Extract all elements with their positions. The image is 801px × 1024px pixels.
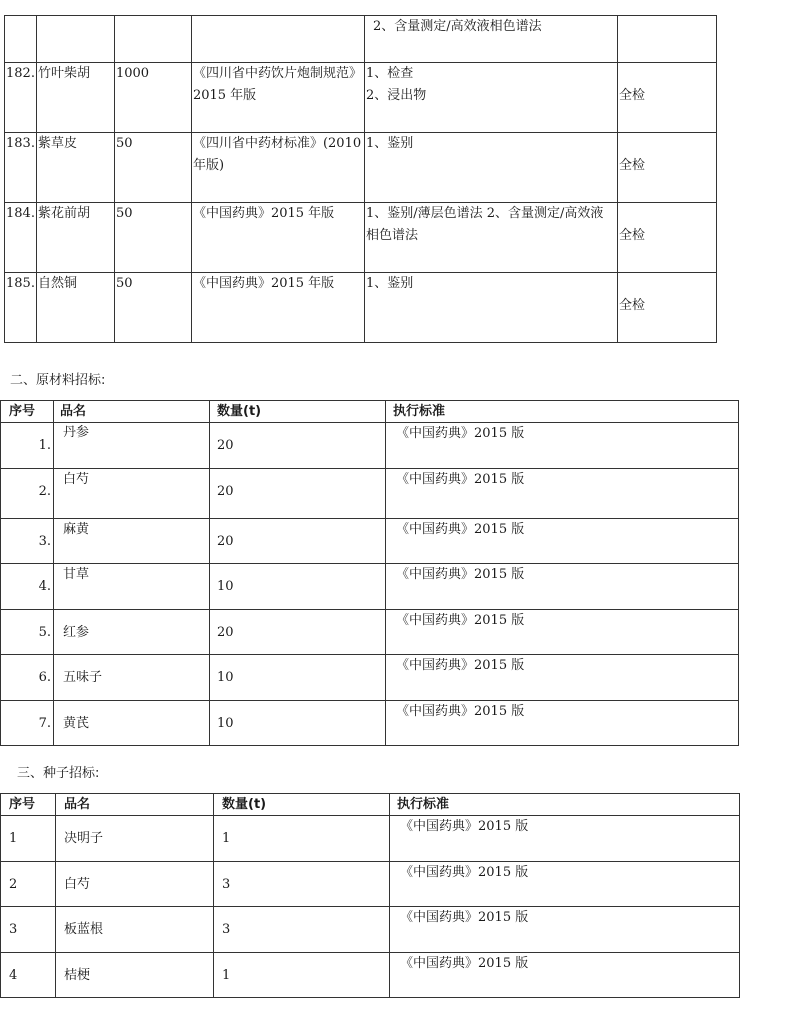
row-index: 1.	[1, 423, 54, 469]
header-index: 序号	[1, 401, 54, 423]
row-number: 182.	[5, 63, 37, 133]
item-quantity: 50	[114, 273, 191, 343]
item-name: 白芍	[56, 862, 214, 907]
item-name: 麻黄	[54, 519, 210, 564]
table-row	[1, 701, 739, 746]
item-remark: 全检	[617, 63, 716, 133]
item-standard: 《中国药典》2015 版	[390, 816, 740, 862]
table-row	[1, 423, 739, 469]
row-index: 2	[1, 862, 56, 907]
item-quantity: 10	[210, 655, 386, 701]
item-name: 紫草皮	[36, 133, 114, 203]
header-index: 序号	[1, 794, 56, 816]
item-standard: 《四川省中药材标准》(2010 年版)	[191, 133, 364, 203]
item-name: 桔梗	[56, 953, 214, 998]
row-index: 3.	[1, 519, 54, 564]
item-name: 板蓝根	[56, 907, 214, 953]
item-name: 紫花前胡	[36, 203, 114, 273]
table-header-row	[1, 401, 739, 423]
inspection-items: 1、鉴别	[364, 273, 617, 343]
row-index: 2.	[1, 469, 54, 519]
inspection-items: 1、鉴别	[364, 133, 617, 203]
item-name: 甘草	[54, 564, 210, 610]
item-name: 丹参	[54, 423, 210, 469]
table-row	[5, 203, 717, 273]
header-quantity: 数量(t)	[214, 794, 390, 816]
header-standard: 执行标准	[386, 401, 739, 423]
table-row	[1, 655, 739, 701]
item-standard: 《中国药典》2015 版	[390, 862, 740, 907]
item-standard: 《中国药典》2015 版	[390, 953, 740, 998]
inspection-items: 2、含量测定/高效液相色谱法	[364, 16, 617, 63]
item-standard: 《中国药典》2015 版	[386, 564, 739, 610]
item-quantity: 10	[210, 564, 386, 610]
item-name: 黄芪	[54, 701, 210, 746]
item-standard: 《中国药典》2015 年版	[191, 203, 364, 273]
item-standard: 《中国药典》2015 版	[386, 655, 739, 701]
inspection-table	[4, 15, 717, 343]
item-quantity: 3	[214, 907, 390, 953]
item-standard: 《中国药典》2015 版	[386, 469, 739, 519]
row-number: 184.	[5, 203, 37, 273]
row-index: 4.	[1, 564, 54, 610]
item-standard: 《中国药典》2015 年版	[191, 273, 364, 343]
item-name: 白芍	[54, 469, 210, 519]
item-standard: 《中国药典》2015 版	[386, 519, 739, 564]
table-row	[1, 907, 740, 953]
table-row	[1, 862, 740, 907]
item-remark: 全检	[617, 133, 716, 203]
item-standard: 《中国药典》2015 版	[386, 701, 739, 746]
row-number	[5, 16, 37, 63]
item-remark: 全检	[617, 203, 716, 273]
table-header-row	[1, 794, 740, 816]
item-quantity: 50	[114, 203, 191, 273]
item-standard: 《中国药典》2015 版	[390, 907, 740, 953]
item-quantity: 1000	[114, 63, 191, 133]
row-number: 183.	[5, 133, 37, 203]
section-heading-seeds: 三、种子招标:	[17, 766, 100, 781]
item-quantity: 3	[214, 862, 390, 907]
item-quantity	[114, 16, 191, 63]
item-standard: 《中国药典》2015 版	[386, 423, 739, 469]
header-quantity: 数量(t)	[210, 401, 386, 423]
table-row	[5, 63, 717, 133]
item-standard: 《四川省中药饮片炮制规范》2015 年版	[191, 63, 364, 133]
table-row	[5, 16, 717, 63]
inspection-items: 1、检查 2、浸出物	[364, 63, 617, 133]
item-name: 红参	[54, 610, 210, 655]
item-name: 决明子	[56, 816, 214, 862]
item-name	[36, 16, 114, 63]
table-row	[1, 564, 739, 610]
item-name: 五味子	[54, 655, 210, 701]
section-heading-raw-materials: 二、原材料招标:	[10, 373, 106, 388]
raw-materials-table	[0, 400, 739, 746]
table-row	[1, 519, 739, 564]
table-row	[1, 469, 739, 519]
header-name: 品名	[56, 794, 214, 816]
row-number: 185.	[5, 273, 37, 343]
item-quantity: 1	[214, 816, 390, 862]
item-name: 自然铜	[36, 273, 114, 343]
item-standard	[191, 16, 364, 63]
item-quantity: 20	[210, 423, 386, 469]
item-quantity: 20	[210, 469, 386, 519]
seeds-table	[0, 793, 740, 998]
item-quantity: 1	[214, 953, 390, 998]
table-row	[1, 953, 740, 998]
item-quantity: 10	[210, 701, 386, 746]
row-index: 5.	[1, 610, 54, 655]
item-quantity: 50	[114, 133, 191, 203]
table-row	[1, 816, 740, 862]
item-quantity: 20	[210, 610, 386, 655]
table-row	[5, 273, 717, 343]
row-index: 6.	[1, 655, 54, 701]
header-standard: 执行标准	[390, 794, 740, 816]
row-index: 3	[1, 907, 56, 953]
row-index: 7.	[1, 701, 54, 746]
row-index: 4	[1, 953, 56, 998]
header-name: 品名	[54, 401, 210, 423]
item-remark	[617, 16, 716, 63]
item-name: 竹叶柴胡	[36, 63, 114, 133]
row-index: 1	[1, 816, 56, 862]
inspection-items: 1、鉴别/薄层色谱法 2、含量测定/高效液相色谱法	[364, 203, 617, 273]
item-standard: 《中国药典》2015 版	[386, 610, 739, 655]
item-remark: 全检	[617, 273, 716, 343]
table-row	[1, 610, 739, 655]
item-quantity: 20	[210, 519, 386, 564]
table-row	[5, 133, 717, 203]
